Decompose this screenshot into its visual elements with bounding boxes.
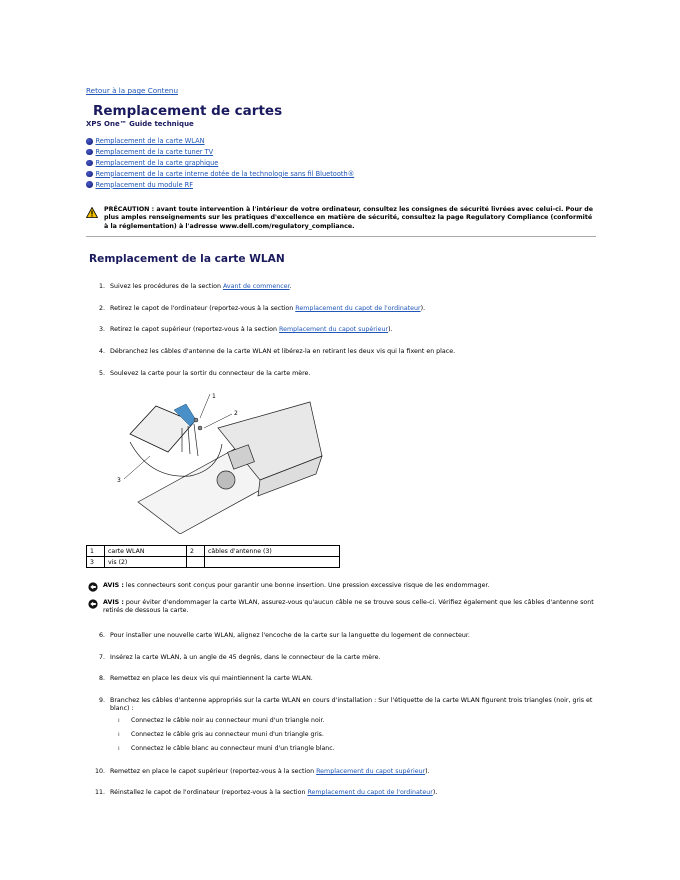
sub-step-text: Connectez le câble gris au connecteur muni d'un triangle gris. — [131, 731, 324, 738]
step-number: 5. — [98, 370, 105, 377]
callout-legend-table — [86, 545, 340, 568]
step-text — [110, 789, 437, 797]
step-number: 6. — [98, 632, 105, 639]
step-text-part: . — [289, 283, 292, 290]
before-you-begin-link[interactable]: Avant de commencer — [222, 283, 290, 290]
table-cell: 1 — [87, 546, 105, 557]
step-8 — [92, 675, 313, 683]
antenna-cable — [188, 426, 190, 454]
step-text: Remettez en place les deux vis qui maintiennent la carte WLAN. — [110, 675, 313, 682]
step-10 — [87, 768, 430, 776]
bullet-icon — [86, 149, 93, 156]
sub-bullet-icon: ı — [118, 717, 120, 724]
toc-item — [86, 136, 354, 147]
notice-body: les connecteurs sont conçus pour garantir une bonne insertion. Une pression excessive risque de les endommager. — [123, 582, 490, 589]
bullet-icon — [86, 181, 93, 188]
step-number: 4. — [98, 348, 105, 355]
toc-link-bluetooth[interactable]: Remplacement de la carte interne dotée de la technologie sans fil Bluetooth® — [95, 169, 355, 178]
table-cell — [187, 557, 205, 568]
notice-body: pour éviter d'endommager la carte WLAN, assurez-vous qu'aucun câble ne se trouve sous celle-ci. Vérifiez également que les câbles d'antenne sont retirés de dessous la carte. — [103, 599, 594, 615]
notice-label: AVIS : — [103, 582, 124, 589]
notice-icon — [88, 582, 98, 592]
sub-step-text: Connectez le câble blanc au connecteur muni d'un triangle blanc. — [131, 745, 335, 752]
fan-icon — [217, 471, 235, 489]
toc-link-rf-module[interactable]: Remplacement du module RF — [95, 180, 193, 189]
caution-label: PRÉCAUTION : — [104, 206, 155, 213]
step-7 — [92, 654, 380, 662]
step-text-part: Retirez le capot de l'ordinateur (reportez-vous à la section — [110, 305, 296, 312]
callout-line — [200, 394, 210, 418]
step-1 — [92, 283, 292, 291]
caution-text — [104, 206, 594, 231]
step-4 — [92, 348, 455, 356]
caution-body: avant toute intervention à l'intérieur de votre ordinateur, consultez les consignes de sécurité livrées avec celui-ci. Pour de plus amples renseignements sur les pratiques d'excellence en matière de sécurité, consultez la page Regulatory Compliance (conformité à la réglementation) à l'adresse www.dell.com/regulatory_compliance. — [104, 206, 594, 230]
step-text — [110, 305, 425, 313]
sub-bullet-icon: ı — [118, 745, 120, 752]
step-text — [110, 326, 393, 334]
step-text-part: Réinstallez le capot de l'ordinateur (reportez-vous à la section — [110, 789, 308, 796]
step-text-part: ). — [420, 305, 426, 312]
step-number: 8. — [98, 675, 105, 682]
step-11 — [87, 789, 437, 797]
notice-1 — [88, 582, 598, 592]
bullet-icon — [86, 171, 93, 178]
table-cell: 3 — [87, 557, 105, 568]
step-number: 2. — [98, 305, 105, 312]
table-cell: carte WLAN — [105, 546, 187, 557]
step-text — [110, 768, 430, 776]
notice-label: AVIS : — [103, 599, 124, 606]
guide-subtitle: XPS One™ Guide technique — [86, 120, 194, 128]
toc-item — [86, 147, 354, 158]
screw-icon — [198, 426, 202, 430]
step-text-part: ). — [388, 326, 393, 333]
step-3 — [92, 326, 393, 334]
table-row — [87, 557, 340, 568]
step-6 — [92, 632, 470, 640]
toc-item — [86, 158, 354, 169]
toc-item — [86, 168, 354, 179]
step-text-part: ). — [432, 789, 438, 796]
back-to-contents-link[interactable]: Retour à la page Contenu — [86, 86, 179, 95]
toc-link-graphics[interactable]: Remplacement de la carte graphique — [95, 158, 219, 167]
notice-text — [103, 599, 598, 615]
step-number: 11. — [94, 789, 105, 796]
section-links — [86, 136, 354, 190]
antenna-cable — [194, 424, 198, 456]
sub-step-text: Connectez le câble noir au connecteur muni d'un triangle noir. — [131, 717, 325, 724]
callout-3: 3 — [117, 477, 121, 484]
bullet-icon — [86, 138, 93, 145]
warning-triangle-icon — [86, 207, 98, 218]
step-text: Insérez la carte WLAN, à un angle de 45 degrés, dans le connecteur de la carte mère. — [110, 654, 381, 661]
step-9 — [92, 697, 594, 713]
step-text: Débranchez les câbles d'antenne de la carte WLAN et libérez-la en retirant les deux vis qui la fixent en place. — [110, 348, 456, 355]
notice-text — [103, 582, 490, 592]
step-number: 3. — [98, 326, 105, 333]
sub-step — [118, 731, 324, 738]
screw-icon — [194, 418, 198, 422]
step-text-part: ). — [425, 768, 430, 775]
table-cell: câbles d'antenne (3) — [205, 546, 340, 557]
toc-link-wlan[interactable]: Remplacement de la carte WLAN — [95, 137, 205, 146]
toc-item — [86, 179, 354, 190]
callout-1: 1 — [212, 393, 216, 400]
page-title: Remplacement de cartes — [93, 103, 283, 119]
table-cell: 2 — [187, 546, 205, 557]
sub-step — [118, 717, 324, 724]
sub-bullet-icon: ı — [118, 731, 120, 738]
step-5 — [92, 370, 310, 378]
callout-2: 2 — [234, 410, 238, 417]
notice-icon — [88, 599, 98, 609]
section-title: Remplacement de la carte WLAN — [89, 253, 285, 265]
step-number: 7. — [98, 654, 105, 661]
divider — [86, 236, 596, 237]
step-number: 1. — [98, 283, 105, 290]
table-cell: vis (2) — [105, 557, 187, 568]
top-cover-link[interactable]: Remplacement du capot supérieur — [316, 768, 426, 775]
step-text: Pour installer une nouvelle carte WLAN, alignez l'encoche de la carte sur la languette du logement de connecteur. — [110, 632, 470, 639]
table-row — [87, 546, 340, 557]
step-text — [110, 283, 292, 291]
step-text-part: Remettez en place le capot supérieur (reportez-vous à la section — [110, 768, 317, 775]
top-cover-link[interactable]: Remplacement du capot supérieur — [279, 326, 389, 333]
computer-cover-link[interactable]: Remplacement du capot de l'ordinateur — [307, 789, 433, 796]
step-number: 9. — [98, 697, 105, 704]
sub-step — [118, 745, 335, 752]
step-text: Soulevez la carte pour la sortir du connecteur de la carte mère. — [110, 370, 311, 377]
step-text-part: Suivez les procédures de la section — [110, 283, 223, 290]
bullet-icon — [86, 160, 93, 167]
notice-2 — [88, 599, 598, 615]
step-text: Branchez les câbles d'antenne appropriés sur la carte WLAN en cours d'installation : Sur l'étiquette de la carte WLAN figurent trois triangles (noir, gris et blanc) : — [110, 697, 593, 712]
step-2 — [92, 305, 425, 313]
computer-cover-link[interactable]: Remplacement du capot de l'ordinateur — [295, 305, 421, 312]
callout-line — [124, 456, 150, 479]
step-number: 10. — [94, 768, 105, 775]
caution-box — [86, 206, 594, 231]
table-cell — [205, 557, 340, 568]
toc-link-tv-tuner[interactable]: Remplacement de la carte tuner TV — [95, 148, 214, 157]
wlan-card-illustration — [110, 384, 350, 534]
step-text-part: Retirez le capot supérieur (reportez-vous à la section — [110, 326, 279, 333]
